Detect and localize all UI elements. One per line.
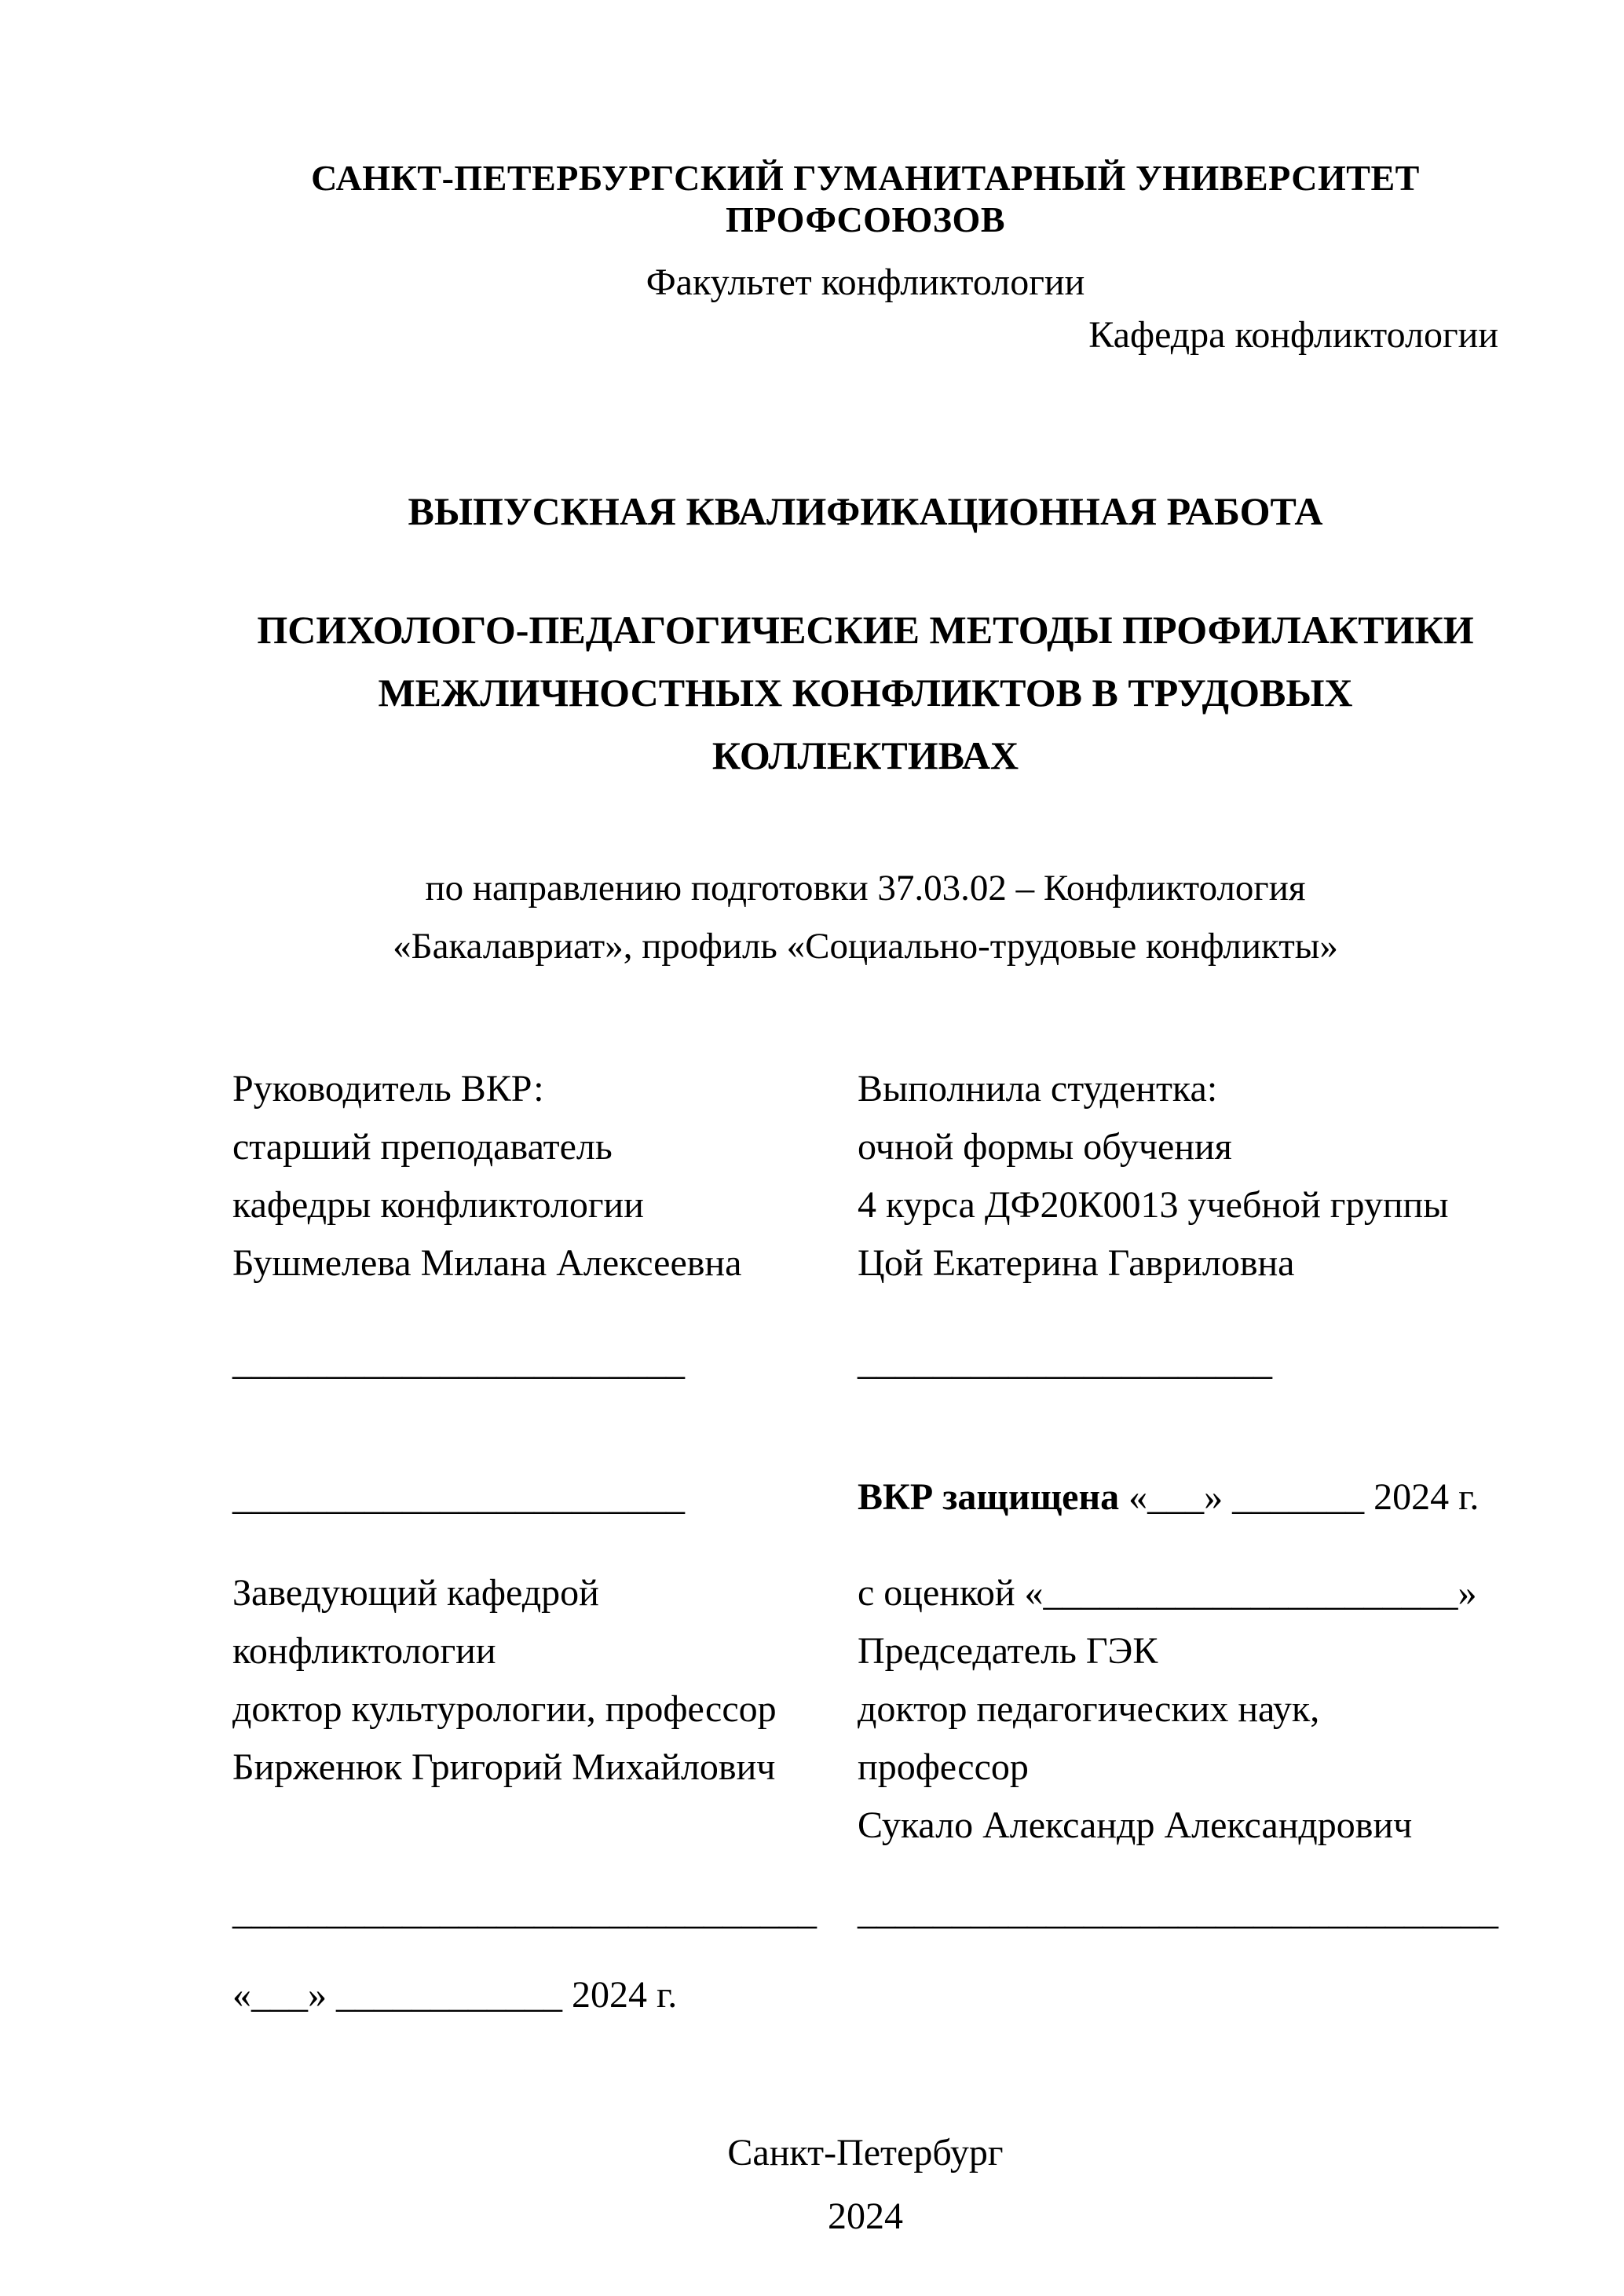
student-info-line1: очной формы обучения (858, 1126, 1232, 1168)
university-name: САНКТ-ПЕТЕРБУРГСКИЙ ГУМАНИТАРНЫЙ УНИВЕРСИТЕТ ПРОФСОЮЗОВ (311, 158, 1420, 239)
footer-city: Санкт-Петербург (727, 2132, 1004, 2174)
supervisor-position-line2: кафедры конфликтологии (232, 1184, 644, 1226)
heads-block (232, 1564, 1498, 1855)
page-content (232, 0, 1498, 2238)
faculty-name: Факультет конфликтологии (646, 261, 1085, 303)
student-label: Выполнила студентка: (858, 1068, 1218, 1110)
thesis-title (232, 598, 1498, 787)
thesis-title-line2: МЕЖЛИЧНОСТНЫХ КОНФЛИКТОВ В ТРУДОВЫХ КОЛЛЕКТИВАХ (378, 671, 1353, 777)
student-signature-line: ______________________ (858, 1341, 1272, 1383)
chair-name: Сукало Александр Александрович (858, 1804, 1413, 1846)
chair-degree-line2: профессор (858, 1746, 1029, 1788)
work-type-heading: ВЫПУСКНАЯ КВАЛИФИКАЦИОННАЯ РАБОТА (408, 489, 1323, 533)
supervisor-position-line1: старший преподаватель (232, 1126, 613, 1168)
thesis-title-line1: ПСИХОЛОГО-ПЕДАГОГИЧЕСКИЕ МЕТОДЫ ПРОФИЛАКТИКИ (257, 608, 1474, 652)
student-name: Цой Екатерина Гавриловна (858, 1242, 1295, 1284)
defense-statement (858, 1468, 1498, 1526)
student-info-line2: 4 курса ДФ20К0013 учебной группы (858, 1184, 1449, 1226)
defense-label-bold: ВКР защищена (858, 1476, 1120, 1518)
program-line2: «Бакалавриат», профиль «Социально-трудовые конфликты» (393, 926, 1338, 967)
chair-long-signature-line: __________________________________ (858, 1891, 1498, 1932)
department-name: Кафедра конфликтологии (1088, 314, 1498, 356)
chair-degree-line1: доктор педагогических наук, (858, 1688, 1320, 1730)
defense-row (232, 1468, 1498, 1526)
grade-line: с оценкой «______________________» (858, 1572, 1477, 1614)
defense-label-rest: «___» _______ 2024 г. (1119, 1476, 1480, 1518)
chair-title: Председатель ГЭК (858, 1630, 1158, 1672)
supervisor-block (232, 1060, 858, 1292)
program-line1: по направлению подготовки 37.03.02 – Конфликтология (425, 868, 1306, 909)
supervisor-name: Бушмелева Милана Алексеевна (232, 1242, 742, 1284)
head-long-signature-line: _______________________________ (232, 1891, 817, 1932)
head-of-department-block (232, 1564, 858, 1797)
people-block (232, 1060, 1498, 1292)
program-info (232, 859, 1498, 975)
supervisor-label: Руководитель ВКР: (232, 1068, 544, 1110)
head-name: Бирженюк Григорий Михайлович (232, 1746, 776, 1788)
student-block (858, 1060, 1498, 1292)
head-position-line1: Заведующий кафедрой (232, 1572, 599, 1614)
long-signature-row (232, 1883, 1498, 1941)
head-position-line3: доктор культурологии, профессор (232, 1688, 777, 1730)
footer-year: 2024 (828, 2195, 903, 2237)
date-row (232, 1966, 1498, 2024)
supervisor-signature-line: ________________________ (232, 1341, 685, 1383)
gek-chair-block (858, 1564, 1498, 1855)
head-date-line: «___» ____________ 2024 г. (232, 1974, 678, 2016)
signature-row (232, 1333, 1498, 1391)
head-position-line2: конфликтологии (232, 1630, 496, 1672)
head-signature-line: ________________________ (232, 1476, 685, 1518)
